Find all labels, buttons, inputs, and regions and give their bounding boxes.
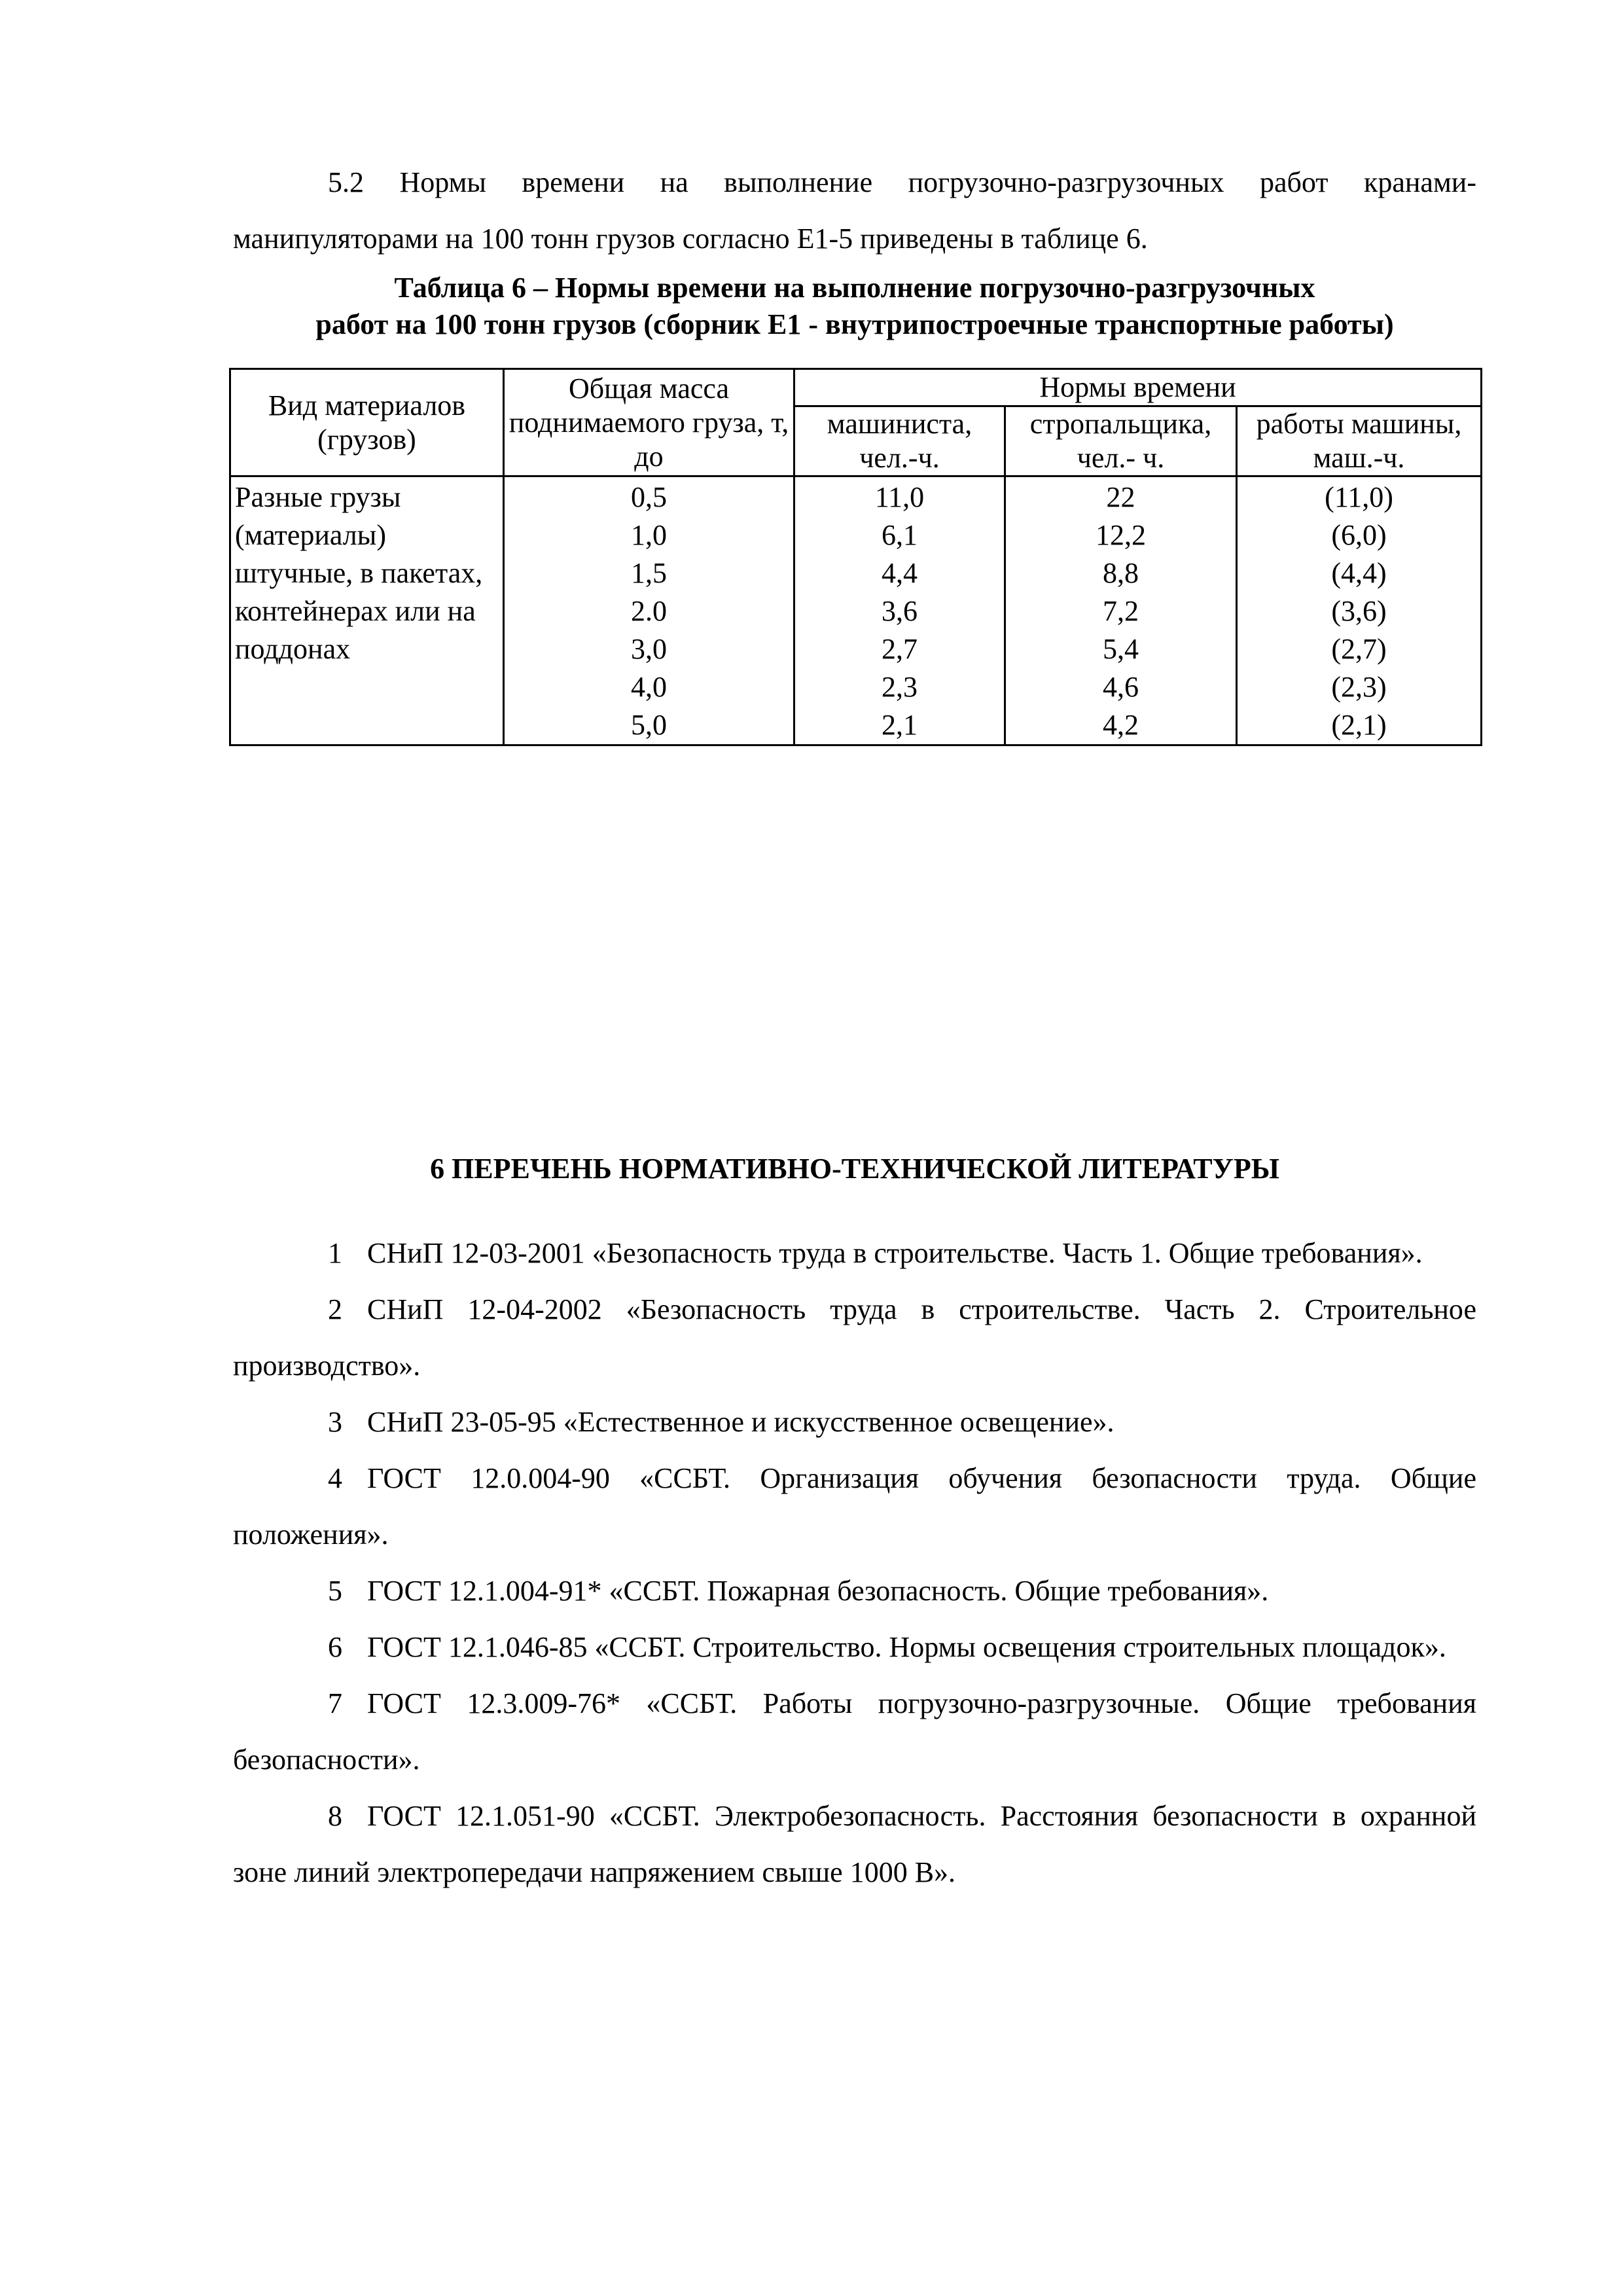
- machine-value: (11,0): [1325, 481, 1393, 513]
- driver-value: 2,7: [882, 633, 918, 665]
- header-slinger: стропальщика, чел.- ч.: [1005, 406, 1237, 476]
- mass-value: 0,5: [631, 481, 667, 513]
- list-item: [233, 1394, 1476, 1450]
- intro-number: 5.2: [328, 166, 364, 198]
- mass-value: 2.0: [631, 595, 667, 627]
- list-item: [233, 1563, 1476, 1619]
- header-norms-group: Нормы времени: [794, 369, 1482, 406]
- list-item: [233, 1450, 1476, 1563]
- list-item-number: 5: [328, 1575, 342, 1607]
- list-item-number: 3: [328, 1406, 342, 1438]
- machine-values: [1237, 476, 1482, 745]
- slinger-values: [1005, 476, 1237, 745]
- mass-value: 5,0: [631, 709, 667, 741]
- driver-value: 11,0: [874, 481, 925, 513]
- slinger-value: 8,8: [1103, 557, 1139, 589]
- mass-values: [504, 476, 794, 745]
- list-item-number: 2: [328, 1293, 342, 1325]
- slinger-value: 7,2: [1103, 595, 1139, 627]
- list-item-text: СНиП 12-04-2002 «Безопасность труда в строительстве. Часть 2. Строительное производство».: [233, 1293, 1476, 1382]
- list-item-number: 4: [328, 1462, 342, 1494]
- slinger-value: 22: [1106, 481, 1135, 513]
- mass-value: 4,0: [631, 671, 667, 703]
- slinger-value: 4,2: [1103, 709, 1139, 741]
- slinger-value: 4,6: [1103, 671, 1139, 703]
- list-item-text: ГОСТ 12.0.004-90 «ССБТ. Организация обучения безопасности труда. Общие положения».: [233, 1462, 1476, 1551]
- list-item: [233, 1676, 1476, 1788]
- slinger-value: 12,2: [1096, 519, 1146, 551]
- table-caption-line-1: Таблица 6 – Нормы времени на выполнение погрузочно-разгрузочных: [394, 272, 1315, 304]
- list-item-number: 1: [328, 1237, 342, 1269]
- machine-value: (2,1): [1331, 709, 1387, 741]
- intro-paragraph: [233, 154, 1476, 267]
- header-material: Вид материалов (грузов): [230, 369, 504, 476]
- driver-value: 2,3: [882, 671, 918, 703]
- list-item-text: ГОСТ 12.1.046-85 «ССБТ. Строительство. Нормы освещения строительных площадок».: [367, 1631, 1446, 1663]
- list-item: [233, 1788, 1476, 1901]
- header-driver: машиниста, чел.-ч.: [794, 406, 1005, 476]
- list-item-text: ГОСТ 12.3.009-76* «ССБТ. Работы погрузочно-разгрузочные. Общие требования безопасности».: [233, 1687, 1476, 1776]
- table-caption: [233, 270, 1476, 343]
- header-mass: Общая масса поднимаемого груза, т, до: [504, 369, 794, 476]
- machine-value: (6,0): [1331, 519, 1387, 551]
- mass-value: 3,0: [631, 633, 667, 665]
- list-item-text: СНиП 23-05-95 «Естественное и искусственное освещение».: [367, 1406, 1115, 1438]
- list-item-text: ГОСТ 12.1.004-91* «ССБТ. Пожарная безопасность. Общие требования».: [367, 1575, 1269, 1607]
- section-title: 6 ПЕРЕЧЕНЬ НОРМАТИВНО-ТЕХНИЧЕСКОЙ ЛИТЕРАТУРЫ: [430, 1153, 1279, 1185]
- machine-value: (3,6): [1331, 595, 1387, 627]
- driver-value: 6,1: [882, 519, 918, 551]
- machine-value: (4,4): [1331, 557, 1387, 589]
- list-item-number: 7: [328, 1687, 342, 1719]
- header-machine: работы машины, маш.-ч.: [1237, 406, 1482, 476]
- norms-table: [229, 368, 1482, 746]
- driver-values: [794, 476, 1005, 745]
- table-row: [230, 476, 1482, 745]
- list-item-number: 6: [328, 1631, 342, 1663]
- list-item: [233, 1225, 1476, 1282]
- intro-text: Нормы времени на выполнение погрузочно-разгрузочных работ кранами-манипуляторами на 100 тонн грузов согласно Е1-5 приведены в таблице 6.: [233, 166, 1476, 255]
- slinger-value: 5,4: [1103, 633, 1139, 665]
- list-item-text: СНиП 12-03-2001 «Безопасность труда в строительстве. Часть 1. Общие требования».: [367, 1237, 1423, 1269]
- literature-list: [233, 1225, 1476, 1901]
- driver-value: 4,4: [882, 557, 918, 589]
- driver-value: 3,6: [882, 595, 918, 627]
- material-cell: Разные грузы (материалы) штучные, в пакетах, контейнерах или на поддонах: [230, 476, 504, 745]
- machine-value: (2,7): [1331, 633, 1387, 665]
- mass-value: 1,5: [631, 557, 667, 589]
- table-caption-line-2: работ на 100 тонн грузов (сборник Е1 - внутрипостроечные транспортные работы): [315, 308, 1394, 340]
- list-item-text: ГОСТ 12.1.051-90 «ССБТ. Электробезопасность. Расстояния безопасности в охранной зоне линий электропередачи напряжением свыше 1000 В».: [233, 1800, 1476, 1888]
- list-item: [233, 1619, 1476, 1676]
- list-item: [233, 1282, 1476, 1394]
- driver-value: 2,1: [882, 709, 918, 741]
- list-item-number: 8: [328, 1800, 342, 1832]
- mass-value: 1,0: [631, 519, 667, 551]
- machine-value: (2,3): [1331, 671, 1387, 703]
